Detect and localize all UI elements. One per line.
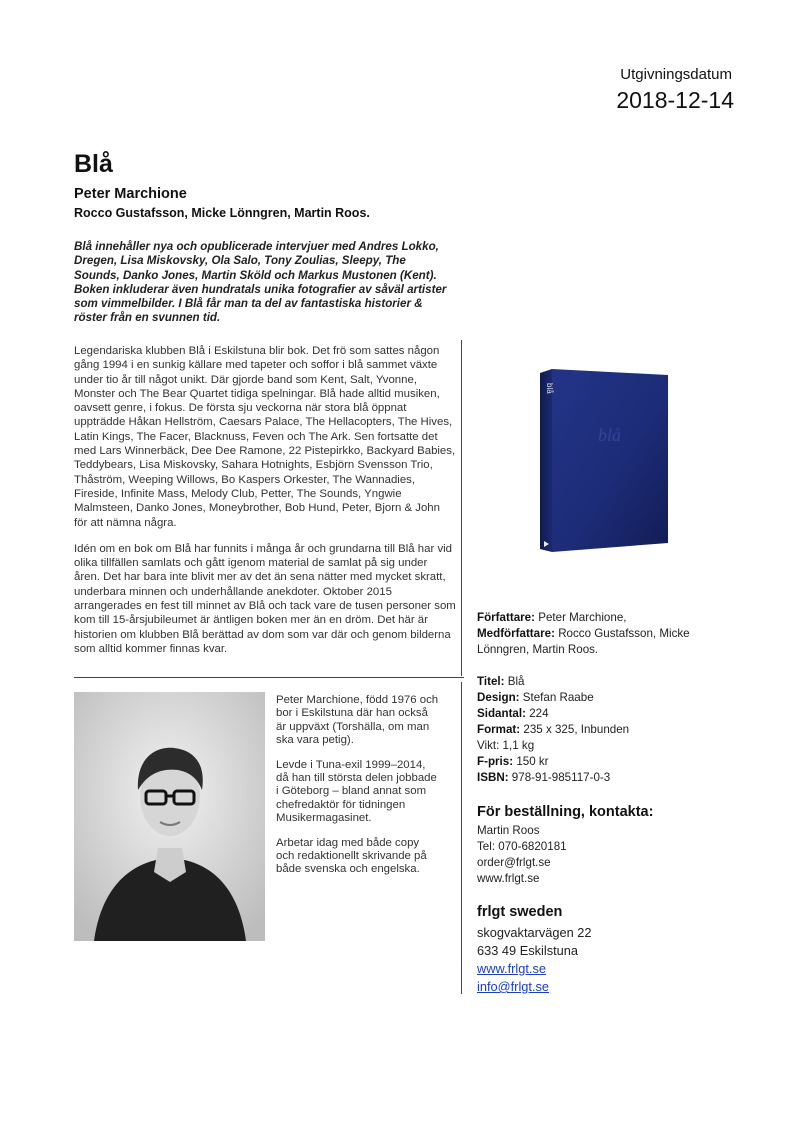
column-divider-top xyxy=(461,340,462,676)
price-label: F-pris: xyxy=(477,755,514,768)
order-contact-name: Martin Roos xyxy=(477,824,540,837)
cover-title: blå xyxy=(598,425,622,445)
design-value: Stefan Raabe xyxy=(522,691,594,704)
title-value: Blå xyxy=(507,675,525,688)
order-email: order@frlgt.se xyxy=(477,856,551,869)
pages-label: Sidantal: xyxy=(477,707,526,720)
description-paragraph-1: Legendariska klubben Blå i Eskilstuna blir bok. Det frö som sattes någon gång 1994 i en sunkig källare med tapeter och soffor i blå sammet växte under tio år till något unikt. Där gjorde band som Kent, Salt, Yvonne, Monster och The Bear Quartet tidiga spelningar. Blå hade alltid musiken, oavsett genre, i fokus. De första sju veckorna när stora blå öppnat uppträdde Håkan Hellström, Caesars Palace, The Hellacopters, The Hives, Latin Kings, The Facer, Blacknuss, Feven och The Ark. Sen fortsatte det med Lars Winnerbäck, Dee Dee Ramone, 22 Pistepirkko, Backyard Babies, Teddybears, Lisa Miskovsky, Sahara Hotnights, Esbjörn Svensson Trio, Thåström, Weeping Willows, Bo Kaspers Orkester, The Wannadies, Fireside, Infinite Mass, Melody Club, Petter, The Sounds, Yngwie Malmsteen, Danko Jones, Moneybrother, Bob Hund, Peter, Bjorn & John för att nämna några. xyxy=(74,345,456,529)
description-paragraph-2: Idén om en bok om Blå har funnits i många år och grundarna till Blå har vid olika tillfällen samlats och gått igenom material de samlat på sig under åren. Det har bara inte blivit mer av det än sena nätter med mycket skratt, underbara minnen och underhållande anekdoter. Oktober 2015 arrangerades en fest till minnet av Blå och tack vare de tusen personer som kom till 15-årsjubileumet är äntligen boken mer än en dröm. Det här är historien om klubben Blå berättad av dom som var där och genom bilderna som alltid kommer finnas kvar. xyxy=(74,542,456,655)
company-city: 633 49 Eskilstuna xyxy=(477,943,579,958)
isbn-value: 978-91-985117-0-3 xyxy=(511,771,611,784)
bio-paragraph-3: Arbetar idag med både copy och redaktionellt skrivande på både svenska och engelska. xyxy=(276,836,427,876)
format-value: 235 x 325, Inbunden xyxy=(523,723,630,736)
coauthor-names: Rocco Gustafsson, Micke Lönngren, Martin Roos. xyxy=(74,206,370,220)
release-date: 2018-12-14 xyxy=(616,87,734,113)
pages-value: 224 xyxy=(529,707,549,720)
author-name: Peter Marchione xyxy=(74,186,187,202)
column-divider-bottom xyxy=(461,682,462,994)
bio-paragraph-1: Peter Marchione, född 1976 och bor i Eskilstuna där han också är uppväxt (Torshälla, om man ska vara petig). xyxy=(276,694,439,747)
spine-title: blå xyxy=(545,383,554,394)
company-email-link[interactable]: info@frlgt.se xyxy=(477,979,550,994)
detail-pages xyxy=(477,707,549,720)
release-date-label: Utgivningsdatum xyxy=(620,66,732,83)
detail-isbn xyxy=(477,771,610,784)
format-label: Format: xyxy=(477,723,521,736)
order-heading: För beställning, kontakta: xyxy=(477,804,654,820)
company-website-link[interactable]: www.frlgt.se xyxy=(477,961,546,976)
description-column xyxy=(74,344,456,668)
bio-paragraph-2: Levde i Tuna-exil 1999–2014, då han till största delen jobbade i Göteborg – bland annat som chefredaktör för tidningen Musikermagasinet. xyxy=(276,758,437,825)
order-website: www.frlgt.se xyxy=(477,872,540,885)
detail-price xyxy=(477,755,549,768)
price-value: 150 kr xyxy=(516,755,549,768)
coauthor-label: Medförfattare: xyxy=(477,627,555,640)
credit-coauthor-cont: Lönngren, Martin Roos. xyxy=(477,643,599,656)
company-street: skogvaktarvägen 22 xyxy=(477,925,592,940)
design-label: Design: xyxy=(477,691,520,704)
author-label: Författare: xyxy=(477,611,535,624)
coauthor-value: Rocco Gustafsson, Micke xyxy=(558,627,690,640)
book-cover-image xyxy=(538,369,670,552)
book-title: Blå xyxy=(74,150,113,178)
detail-design xyxy=(477,691,594,704)
credit-author xyxy=(477,611,627,624)
author-value: Peter Marchione, xyxy=(538,611,627,624)
title-label: Titel: xyxy=(477,675,505,688)
detail-title xyxy=(477,675,524,688)
company-name: frlgt sweden xyxy=(477,904,563,920)
isbn-label: ISBN: xyxy=(477,771,509,784)
author-photo xyxy=(74,692,265,941)
credit-coauthor xyxy=(477,627,690,640)
order-phone: Tel: 070-6820181 xyxy=(477,840,567,853)
author-bio xyxy=(276,694,440,888)
detail-weight: Vikt: 1,1 kg xyxy=(477,739,535,752)
intro-paragraph: Blå innehåller nya och opublicerade intervjuer med Andres Lokko, Dregen, Lisa Miskovsky, Ola Salo, Tony Zoulias, Sleepy, The Sounds, Danko Jones, Martin Sköld och Markus Mustonen (Kent). Boken inkluderar även hundratals unika fotografier av såväl artister som vimmelbilder. I Blå får man ta del av fantastiska historier & röster från en svunnen tid. xyxy=(74,240,447,325)
detail-format xyxy=(477,723,629,736)
section-divider xyxy=(74,677,464,678)
